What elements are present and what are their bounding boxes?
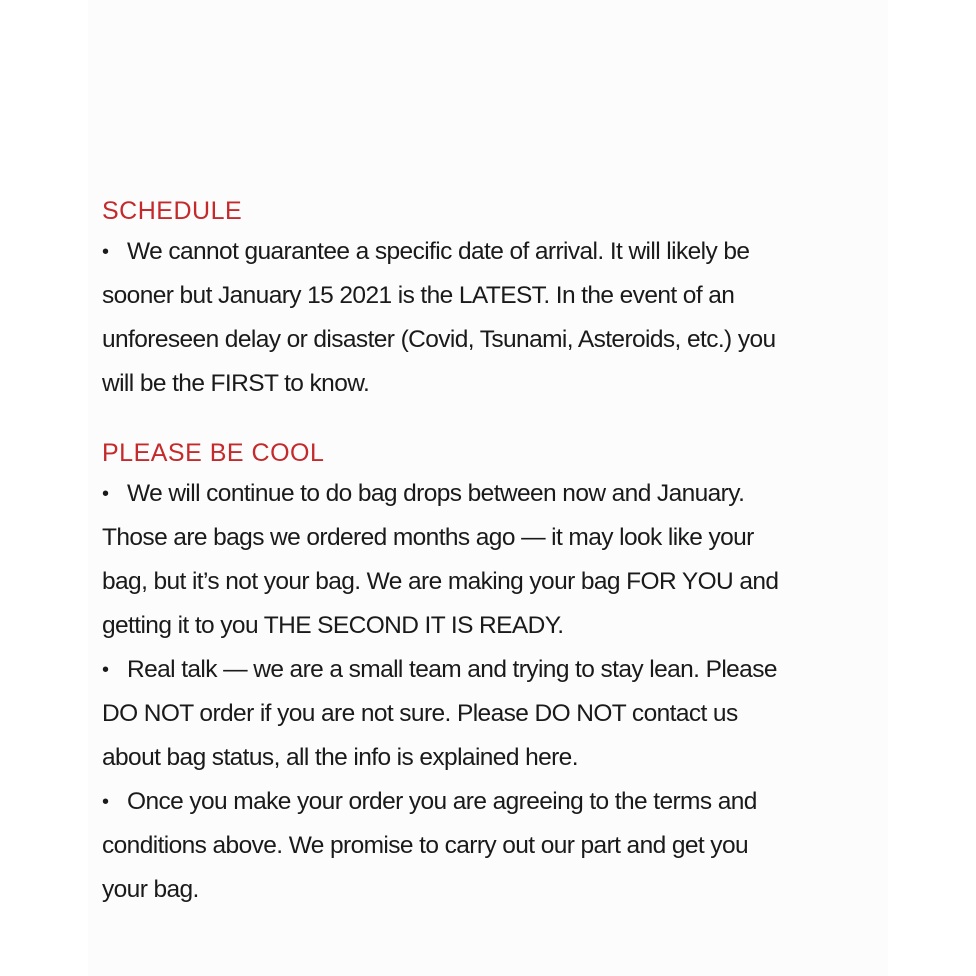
text-line: getting it to you THE SECOND IT IS READY. [102,612,564,639]
text-line: your bag. [102,876,199,903]
text-line: about bag status, all the info is explained here. [102,744,578,771]
cool-bullet-3 [102,780,892,912]
please-be-cool-heading: PLEASE BE COOL [102,439,325,467]
schedule-bullet-1 [102,230,892,406]
text-line: will be the FIRST to know. [102,370,370,397]
schedule-heading: SCHEDULE [102,197,243,225]
please-be-cool-section [102,434,892,912]
text-line: • Real talk — we are a small team and trying to stay lean. Please [102,648,892,692]
text-line: • Once you make your order you are agreeing to the terms and [102,780,892,824]
bullet-icon: • [102,659,109,681]
text-line: DO NOT order if you are not sure. Please DO NOT contact us [102,700,738,727]
text-line: unforeseen delay or disaster (Covid, Tsunami, Asteroids, etc.) you [102,326,776,353]
text-line: • We cannot guarantee a specific date of arrival. It will likely be [102,230,892,274]
bullet-icon: • [102,241,109,263]
cool-bullet-2 [102,648,892,780]
document-content [102,192,892,912]
text-line: bag, but it’s not your bag. We are making your bag FOR YOU and [102,568,779,595]
bullet-icon: • [102,483,109,505]
text-line: sooner but January 15 2021 is the LATEST. In the event of an [102,282,735,309]
text-line: conditions above. We promise to carry out our part and get you [102,832,749,859]
text-line: Those are bags we ordered months ago — it may look like your [102,524,754,551]
bullet-icon: • [102,791,109,813]
schedule-section [102,192,892,406]
text-line: • We will continue to do bag drops between now and January. [102,472,892,516]
cool-bullet-1 [102,472,892,648]
